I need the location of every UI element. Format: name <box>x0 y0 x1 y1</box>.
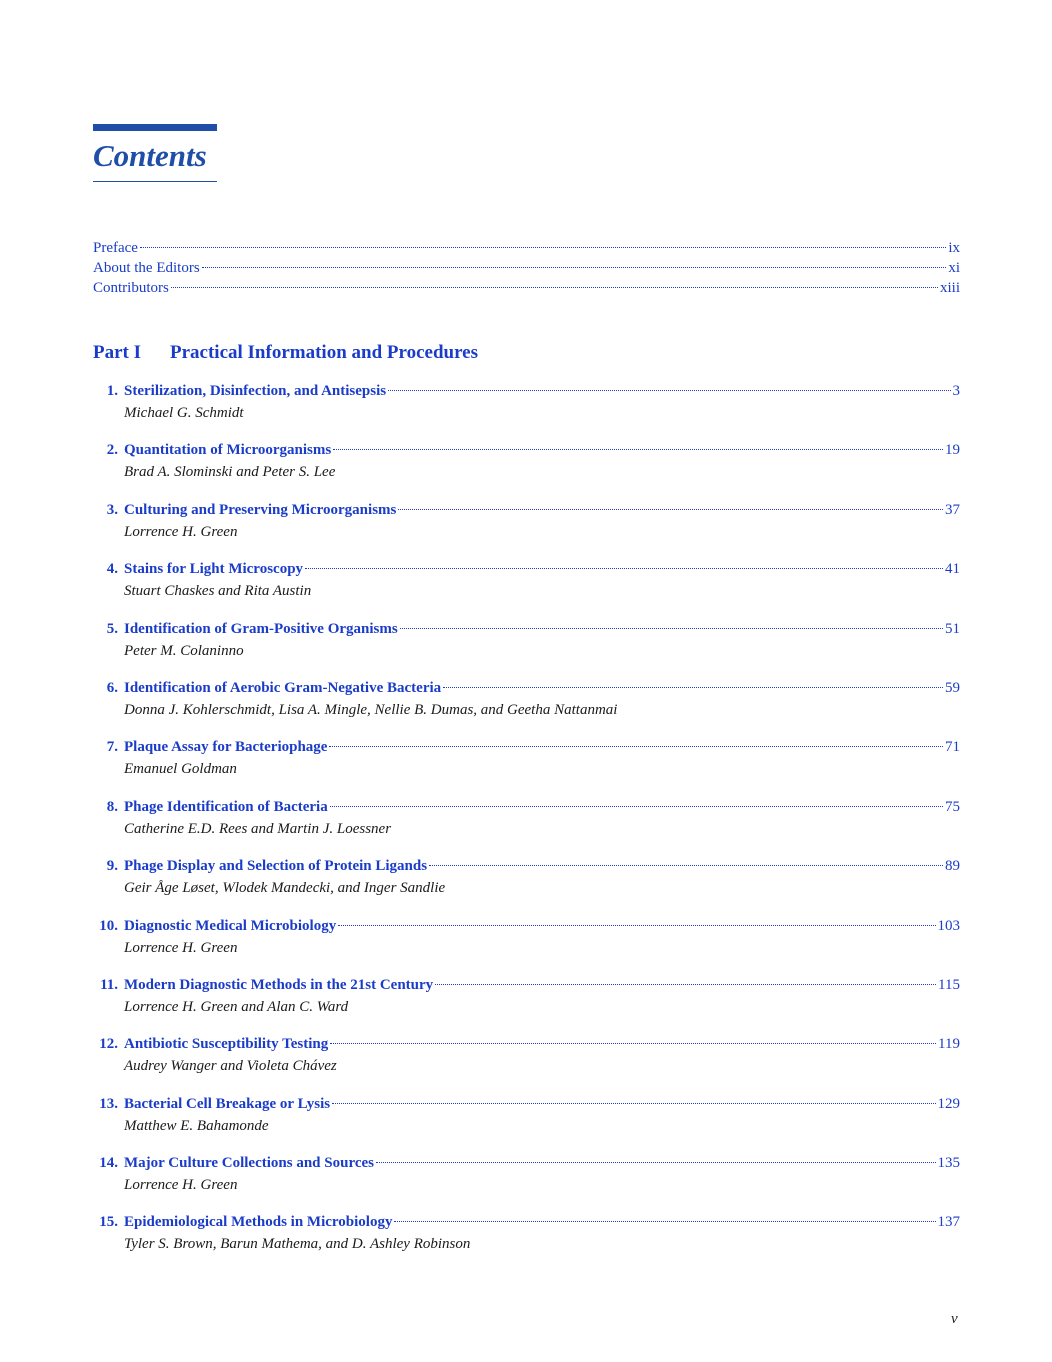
chapter-title: Quantitation of Microorganisms <box>124 442 332 459</box>
chapter-number: 15. <box>99 1214 118 1231</box>
chapter-authors: Emanuel Goldman <box>124 761 237 778</box>
title-underline <box>93 181 217 182</box>
chapter-link[interactable] <box>93 561 960 581</box>
chapter-link[interactable] <box>93 977 960 997</box>
chapter-link[interactable] <box>93 680 960 700</box>
chapter-link[interactable] <box>93 858 960 878</box>
title-accent-bar <box>93 124 217 131</box>
dot-leader <box>305 568 943 569</box>
front-matter-page: xi <box>948 260 960 276</box>
chapter-number: 11. <box>100 976 118 993</box>
chapter-authors: Geir Åge Løset, Wlodek Mandecki, and Inger Sandlie <box>124 880 446 897</box>
chapter-entry <box>93 858 960 917</box>
chapter-link[interactable] <box>93 739 960 759</box>
chapter-page: 135 <box>937 1155 960 1172</box>
chapter-title: Phage Display and Selection of Protein Ligands <box>124 858 428 875</box>
chapter-entry <box>93 442 960 501</box>
chapter-authors: Audrey Wanger and Violeta Chávez <box>124 1058 337 1075</box>
chapter-page: 75 <box>945 798 960 815</box>
chapter-entry <box>93 977 960 1036</box>
chapter-page: 103 <box>937 917 960 934</box>
front-matter-page: xiii <box>939 280 960 296</box>
dot-leader <box>329 746 943 747</box>
page-title: Contents <box>93 138 207 173</box>
chapter-link[interactable] <box>93 383 960 403</box>
dot-leader <box>140 247 946 248</box>
part-title: Practical Information and Procedures <box>170 342 479 363</box>
chapter-authors: Michael G. Schmidt <box>124 405 244 421</box>
chapter-page: 37 <box>945 501 960 518</box>
chapter-title: Culturing and Preserving Microorganisms <box>124 501 397 518</box>
dot-leader <box>332 1103 935 1104</box>
chapter-entry <box>93 1214 960 1273</box>
chapter-link[interactable] <box>93 442 960 462</box>
page-number: v <box>951 1311 958 1327</box>
chapter-page: 119 <box>938 1036 960 1053</box>
chapter-page: 129 <box>937 1095 960 1112</box>
chapter-link[interactable] <box>93 918 960 938</box>
chapter-number: 12. <box>99 1036 118 1053</box>
chapter-authors: Lorrence H. Green <box>124 523 238 540</box>
chapter-link[interactable] <box>93 1155 960 1175</box>
chapter-number: 3. <box>106 501 118 518</box>
chapter-link[interactable] <box>93 799 960 819</box>
chapter-page: 19 <box>945 442 960 459</box>
dot-leader <box>333 449 943 450</box>
chapter-authors: Matthew E. Bahamonde <box>124 1117 269 1134</box>
chapter-entry <box>93 799 960 858</box>
chapter-entry <box>93 502 960 561</box>
chapter-link[interactable] <box>93 1096 960 1116</box>
chapter-entry <box>93 918 960 977</box>
chapter-link[interactable] <box>93 1214 960 1234</box>
chapter-page: 137 <box>937 1214 960 1231</box>
chapter-entry <box>93 739 960 798</box>
part-label: Part I <box>93 342 142 363</box>
chapter-page: 3 <box>952 383 960 399</box>
chapter-authors: Brad A. Slominski and Peter S. Lee <box>124 464 336 481</box>
chapter-page: 41 <box>945 561 960 578</box>
chapter-authors: Lorrence H. Green <box>124 939 238 956</box>
dot-leader <box>376 1162 936 1163</box>
front-matter-entry-contributors[interactable] <box>93 280 960 300</box>
chapter-entry <box>93 1036 960 1095</box>
dot-leader <box>202 267 947 268</box>
chapter-link[interactable] <box>93 1036 960 1056</box>
chapter-number: 14. <box>99 1155 118 1172</box>
chapter-page: 71 <box>945 739 960 756</box>
chapter-number: 8. <box>106 798 118 815</box>
chapter-number: 9. <box>106 858 118 875</box>
chapter-authors: Stuart Chaskes and Rita Austin <box>124 583 312 600</box>
chapter-title: Epidemiological Methods in Microbiology <box>124 1214 393 1231</box>
chapter-authors: Lorrence H. Green and Alan C. Ward <box>124 998 349 1015</box>
part-heading <box>93 341 478 365</box>
chapter-entry <box>93 1096 960 1155</box>
chapter-number: 5. <box>106 620 118 637</box>
dot-leader <box>394 1221 935 1222</box>
dot-leader <box>443 687 943 688</box>
chapter-number: 4. <box>106 561 118 578</box>
chapter-number: 13. <box>99 1095 118 1112</box>
chapter-authors: Catherine E.D. Rees and Martin J. Loessner <box>124 820 392 837</box>
chapter-entry <box>93 1155 960 1214</box>
chapter-title: Plaque Assay for Bacteriophage <box>124 739 328 756</box>
dot-leader <box>435 984 936 985</box>
chapter-title: Phage Identification of Bacteria <box>124 798 328 815</box>
chapter-page: 59 <box>945 679 960 696</box>
chapter-authors: Tyler S. Brown, Barun Mathema, and D. Ashley Robinson <box>124 1236 471 1253</box>
chapter-number: 7. <box>106 739 118 756</box>
chapter-title: Diagnostic Medical Microbiology <box>124 917 337 934</box>
chapter-number: 2. <box>106 442 118 459</box>
chapter-entry <box>93 561 960 620</box>
chapter-title: Stains for Light Microscopy <box>124 561 304 578</box>
front-matter-entry-about-the-editors[interactable] <box>93 260 960 280</box>
dot-leader <box>400 628 943 629</box>
chapter-page: 51 <box>945 620 960 637</box>
chapter-entry <box>93 383 960 442</box>
chapter-title: Major Culture Collections and Sources <box>124 1155 374 1172</box>
dot-leader <box>330 1043 936 1044</box>
chapter-number: 10. <box>99 917 118 934</box>
chapter-title: Identification of Gram-Positive Organisms <box>124 620 398 637</box>
chapter-list <box>93 383 960 1274</box>
chapter-authors: Lorrence H. Green <box>124 1177 238 1194</box>
dot-leader <box>398 509 943 510</box>
chapter-entry <box>93 680 960 739</box>
chapter-number: 6. <box>106 679 118 696</box>
chapter-title: Antibiotic Susceptibility Testing <box>124 1036 329 1053</box>
front-matter-list <box>93 240 960 300</box>
chapter-title: Bacterial Cell Breakage or Lysis <box>124 1095 331 1112</box>
dot-leader <box>429 865 943 866</box>
chapter-link[interactable] <box>93 502 960 522</box>
chapter-authors: Peter M. Colaninno <box>124 642 244 659</box>
chapter-authors: Donna J. Kohlerschmidt, Lisa A. Mingle, Nellie B. Dumas, and Geetha Nattanmai <box>124 701 618 718</box>
front-matter-entry-preface[interactable] <box>93 240 960 260</box>
front-matter-page: ix <box>948 240 960 256</box>
dot-leader <box>171 287 938 288</box>
chapter-link[interactable] <box>93 621 960 641</box>
front-matter-label: About the Editors <box>93 260 200 276</box>
chapter-title: Sterilization, Disinfection, and Antisepsis <box>124 383 387 399</box>
chapter-title: Identification of Aerobic Gram-Negative Bacteria <box>124 679 442 696</box>
dot-leader <box>338 925 935 926</box>
chapter-entry <box>93 621 960 680</box>
dot-leader <box>388 390 950 391</box>
front-matter-label: Preface <box>93 240 138 256</box>
dot-leader <box>330 806 943 807</box>
chapter-title: Modern Diagnostic Methods in the 21st Century <box>124 976 434 993</box>
chapter-page: 89 <box>945 858 960 875</box>
chapter-number: 1. <box>106 383 118 399</box>
front-matter-label: Contributors <box>93 280 169 296</box>
chapter-page: 115 <box>938 976 960 993</box>
